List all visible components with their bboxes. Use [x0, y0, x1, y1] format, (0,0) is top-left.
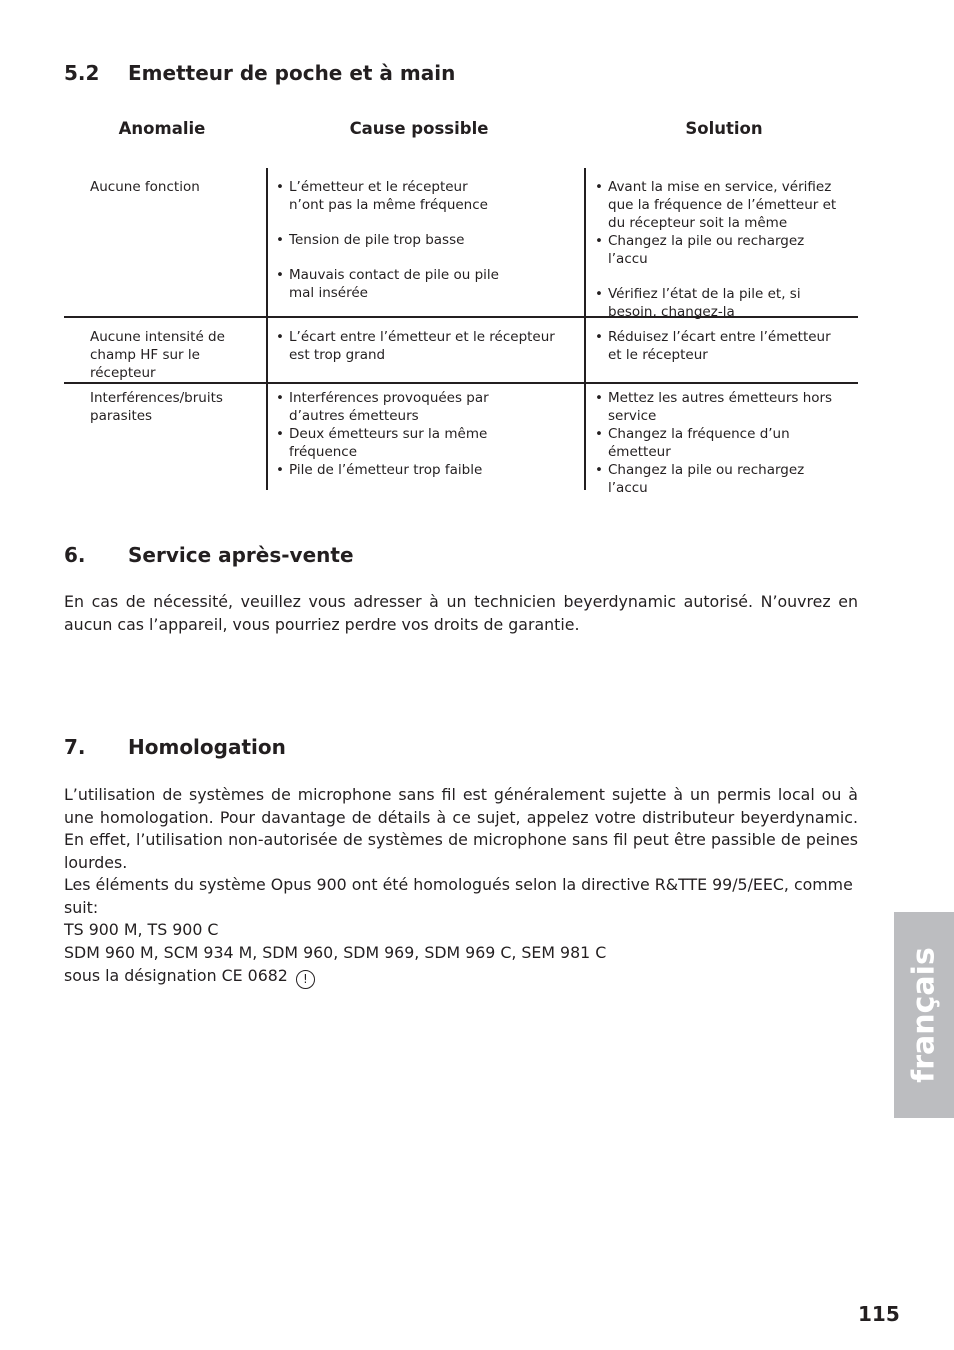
solution-cell	[595, 389, 845, 497]
homologation-models-line: SDM 960 M, SCM 934 M, SDM 960, SDM 969, SDM 969 C, SEM 981 C	[64, 942, 607, 962]
solution-item: • Changez la pile ou rechargez l’accu	[595, 461, 845, 497]
cause-item: • L’écart entre l’émetteur et le récepteur est trop grand	[276, 328, 561, 364]
table-header-cause: Cause possible	[349, 119, 489, 138]
table-row-separator	[64, 382, 858, 384]
solution-item: • Mettez les autres émetteurs hors service	[595, 389, 845, 425]
section-number: 6.	[64, 543, 86, 567]
table-divider-2	[584, 168, 586, 490]
page-number: 115	[858, 1302, 900, 1326]
section-number: 7.	[64, 735, 86, 759]
cause-item: • Deux émetteurs sur la même fréquence	[276, 425, 546, 461]
anomaly-cell: Aucune intensité de champ HF sur le récepteur	[90, 329, 225, 381]
anomaly-cell: Interférences/bruits parasites	[90, 390, 223, 424]
solution-item: • Vérifiez l’état de la pile et, si besoin, changez-la	[595, 285, 840, 321]
cause-item: • Tension de pile trop basse	[276, 231, 504, 249]
solution-cell	[595, 328, 840, 364]
section-title: Service après-vente	[128, 543, 354, 567]
section-title: Homologation	[128, 735, 286, 759]
alert-mark-icon: !	[296, 970, 315, 989]
section-heading-7	[64, 735, 286, 759]
anomaly-cell: Aucune fonction	[90, 179, 200, 195]
cause-item: • Mauvais contact de pile ou pile mal insérée	[276, 266, 504, 302]
cause-item: • L’émetteur et le récepteur n’ont pas la même fréquence	[276, 178, 504, 214]
solution-item: • Changez la pile ou rechargez l’accu	[595, 232, 840, 268]
language-tab	[894, 912, 954, 1118]
cause-item: • Interférences provoquées par d’autres émetteurs	[276, 389, 546, 425]
table-header-solution: Solution	[685, 119, 763, 138]
language-tab-label: français	[906, 947, 942, 1083]
solution-item: • Avant la mise en service, vérifiez que la fréquence de l’émetteur et du récepteur soit la même	[595, 178, 840, 232]
cause-cell	[276, 178, 504, 302]
solution-item: • Changez la fréquence d’un émetteur	[595, 425, 845, 461]
designation-text: sous la désignation CE 0682	[64, 966, 288, 985]
solution-cell	[595, 178, 840, 321]
cause-item: • Pile de l’émetteur trop faible	[276, 461, 546, 479]
solution-item: • Réduisez l’écart entre l’émetteur et le récepteur	[595, 328, 840, 364]
homologation-directive-line: Les éléments du système Opus 900 ont été homologués selon la directive R&TTE 99/5/EEC, comme suit:	[64, 875, 853, 917]
service-paragraph: En cas de nécessité, veuillez vous adresser à un technicien beyerdynamic autorisé. N’ouvrez en aucun cas l’appareil, vous pourriez perdre vos droits de garantie.	[64, 592, 858, 634]
cause-cell	[276, 328, 561, 364]
section-heading-6	[64, 543, 354, 567]
homologation-models-line: TS 900 M, TS 900 C	[64, 920, 219, 939]
section-title: Emetteur de poche et à main	[128, 61, 456, 85]
table-header-anomaly: Anomalie	[118, 119, 206, 138]
homologation-paragraph: L’utilisation de systèmes de microphone sans fil est généralement sujette à un permis local ou à une homologation. Pour davantage de détails à ce sujet, appelez votre distributeur beyerdynamic. En effet, l’utilisation non-autorisée de systèmes de microphone sans fil peut être passible de peines lourdes.	[64, 785, 858, 872]
section-heading-5-2	[64, 61, 455, 85]
homologation-list	[64, 874, 858, 964]
section-number: 5.2	[64, 61, 100, 85]
cause-cell	[276, 389, 546, 479]
table-divider-1	[266, 168, 268, 490]
designation-line	[64, 965, 858, 989]
